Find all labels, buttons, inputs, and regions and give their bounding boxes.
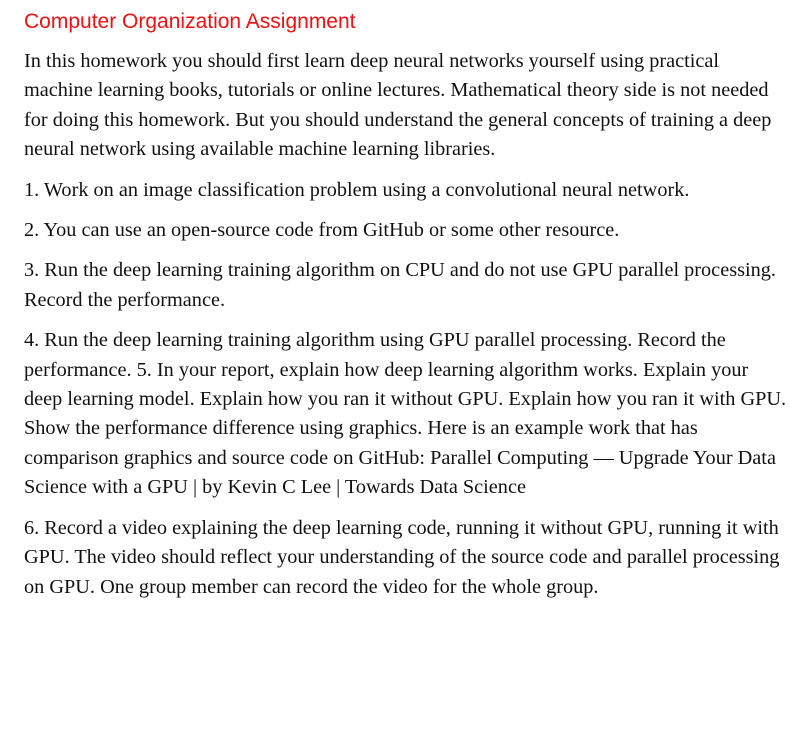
intro-paragraph: In this homework you should first learn deep neural networks yourself using practical machine learning books, tutorials or online lectures. Mathematical theory side is not needed for doing this homework. But you should understand the general concepts of training a deep neural network using available machine learning libraries.	[24, 50, 772, 161]
task-1-paragraph: 1. Work on an image classification problem using a convolutional neural network.	[24, 178, 690, 201]
task-4-5-paragraph: 4. Run the deep learning training algorithm using GPU parallel processing. Record the performance. 5. In your report, explain how deep learning algorithm works. Explain your deep learning model. Explain how you ran it without GPU. Explain how you ran it with GPU. Show the performance difference using graphics. Here is an example work that has comparison graphics and source code on GitHub: Parallel Computing — Upgrade Your Data Science with a GPU | by Kevin C Lee | Towards Data Science	[24, 329, 787, 499]
task-3-paragraph: 3. Run the deep learning training algorithm on CPU and do not use GPU parallel processing. Record the performance.	[24, 259, 776, 311]
assignment-document	[24, 6, 788, 613]
document-title: Computer Organization Assignment	[24, 10, 356, 33]
task-6-paragraph: 6. Record a video explaining the deep learning code, running it without GPU, running it with GPU. The video should reflect your understanding of the source code and parallel processing on GPU. One group member can record the video for the whole group.	[24, 516, 780, 598]
task-2-paragraph: 2. You can use an open-source code from GitHub or some other resource.	[24, 219, 620, 242]
